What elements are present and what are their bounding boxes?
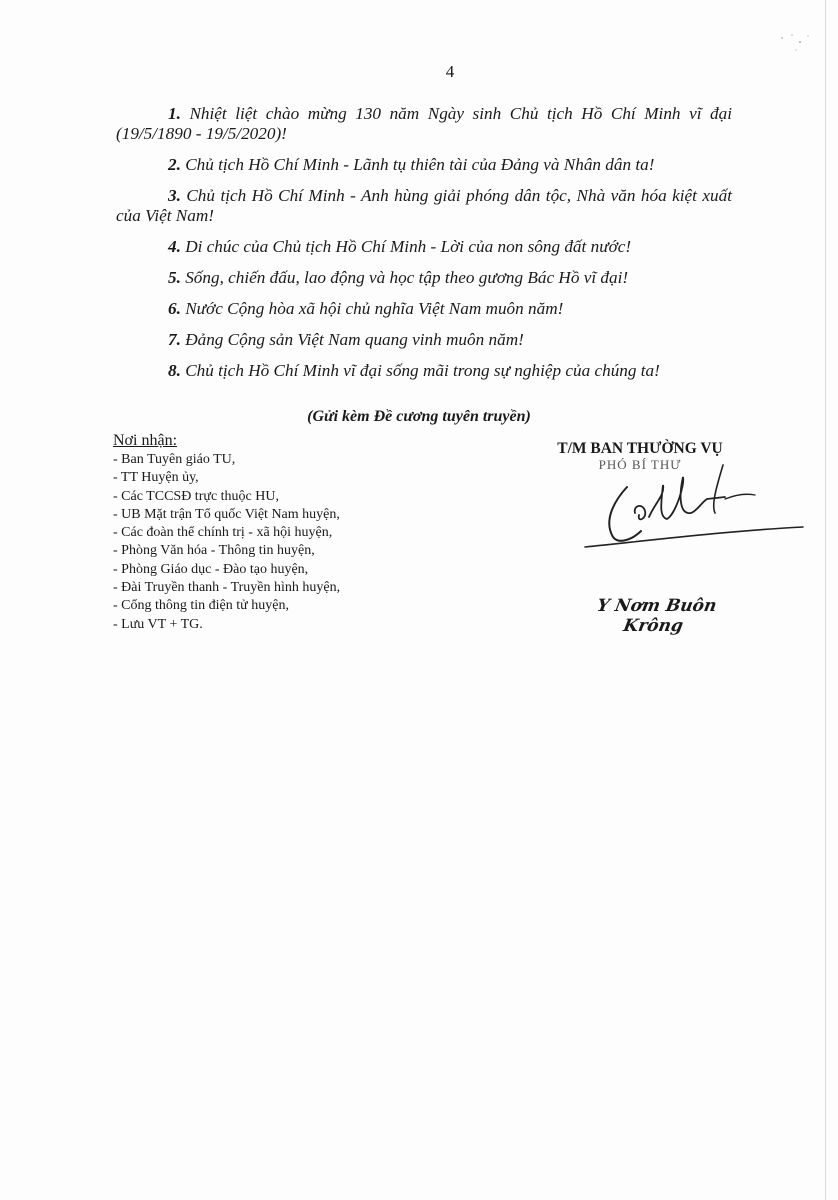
slogan-text: Nước Cộng hòa xã hội chủ nghĩa Việt Nam muôn năm!	[185, 299, 564, 318]
slogan-number: 8.	[168, 361, 181, 380]
slogan-number: 1.	[168, 104, 181, 123]
slogan-number: 4.	[168, 237, 181, 256]
recipient-item: - UB Mặt trận Tổ quốc Việt Nam huyện,	[113, 506, 340, 522]
recipient-item: - Các đoàn thể chính trị - xã hội huyện,	[113, 525, 333, 541]
slogan-list	[116, 104, 732, 392]
recipient-item: - TT Huyện ủy,	[113, 470, 199, 486]
slogan-text: Chủ tịch Hồ Chí Minh vĩ đại sống mãi trong sự nghiệp của chúng ta!	[185, 361, 660, 380]
slogan-item	[116, 237, 732, 257]
page-number: 4	[445, 62, 455, 81]
slogan-number: 3.	[168, 186, 181, 205]
slogan-number: 6.	[168, 299, 181, 318]
recipients-block	[113, 432, 340, 634]
slogan-item	[116, 104, 732, 144]
recipient-item: - Đài Truyền thanh - Truyền hình huyện,	[113, 580, 341, 596]
slogan-number: 7.	[168, 330, 181, 349]
recipient-item: - Cổng thông tin điện tử huyện,	[113, 598, 289, 614]
slogan-text: Nhiệt liệt chào mừng 130 năm Ngày sinh Chủ tịch Hồ Chí Minh vĩ đại (19/5/1890 - 19/5/2020)!	[116, 104, 732, 143]
recipient-item: - Lưu VT + TG.	[113, 616, 203, 632]
signature-position: PHÓ BÍ THƯ	[598, 457, 682, 472]
signer-name: Y Nơm Buôn Krông	[595, 596, 719, 636]
scan-edge	[825, 0, 826, 1200]
recipients-list	[113, 451, 340, 634]
slogan-item	[116, 155, 732, 175]
recipient-item: - Phòng Giáo dục - Đào tạo huyện,	[113, 561, 309, 577]
recipient-item: - Các TCCSĐ trực thuộc HU,	[113, 488, 279, 504]
slogan-number: 5.	[168, 268, 181, 287]
recipient-item: - Phòng Văn hóa - Thông tin huyện,	[113, 543, 315, 559]
slogan-text: Đảng Cộng sản Việt Nam quang vinh muôn năm!	[185, 330, 524, 349]
signature-organization: T/M BAN THƯỜNG VỤ	[557, 440, 723, 457]
slogan-text: Chủ tịch Hồ Chí Minh - Anh hùng giải phóng dân tộc, Nhà văn hóa kiệt xuất của Việt Nam!	[116, 186, 732, 225]
slogan-item	[116, 299, 732, 319]
slogan-text: Chủ tịch Hồ Chí Minh - Lãnh tụ thiên tài của Đảng và Nhân dân ta!	[185, 155, 655, 174]
slogan-item	[116, 186, 732, 226]
slogan-text: Sống, chiến đấu, lao động và học tập theo gương Bác Hồ vĩ đại!	[185, 268, 629, 287]
recipient-item: - Ban Tuyên giáo TU,	[113, 452, 236, 467]
scan-specks	[778, 30, 818, 60]
slogan-item	[116, 361, 732, 381]
slogan-item	[116, 268, 732, 288]
recipients-title: Nơi nhận:	[113, 432, 178, 449]
handwritten-signature	[575, 455, 805, 555]
slogan-item	[116, 330, 732, 350]
slogan-text: Di chúc của Chủ tịch Hồ Chí Minh - Lời của non sông đất nước!	[185, 237, 632, 256]
attachment-note: (Gửi kèm Đề cương tuyên truyền)	[307, 408, 531, 425]
slogan-number: 2.	[168, 155, 181, 174]
